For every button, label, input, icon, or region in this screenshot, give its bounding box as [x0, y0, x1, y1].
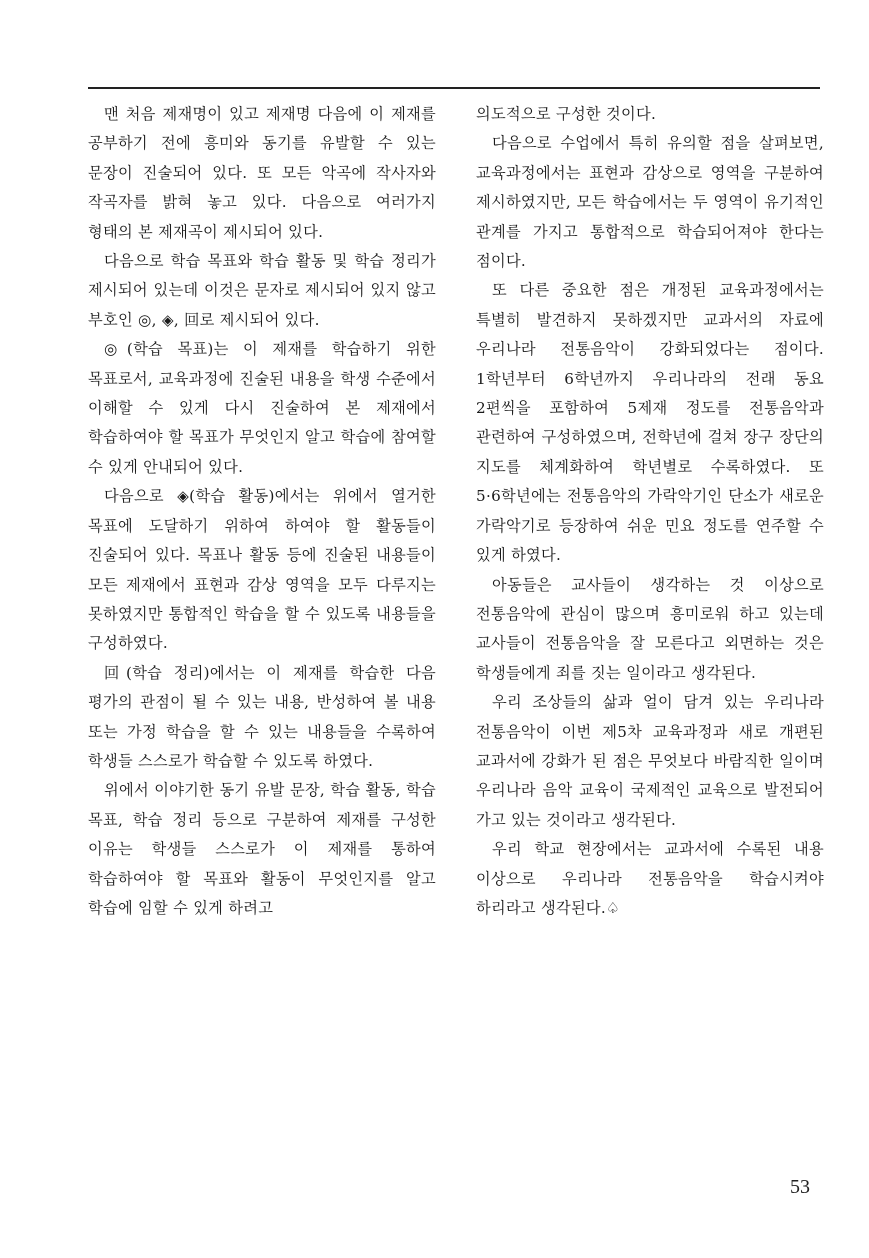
paragraph: 우리 조상들의 삶과 얼이 담겨 있는 우리나라 전통음악이 이번 제5차 교육과정과 새로 개편된 교과서에 강화가 된 점은 무엇보다 바람직한 일이며 우리나라 음악 교육이 국제적인 교육으로 발전되어 가고 있는 것이라고 생각된다. — [476, 693, 824, 829]
paragraph: ◎(학습 목표)는 이 제재를 학습하기 위한 목표로서, 교육과정에 진술된 내용을 학생 수준에서 이해할 수 있게 다시 진술하여 본 제재에서 학습하여야 할 목표가 무엇인지 알고 학습에 참여할 수 있게 안내되어 있다. — [88, 340, 436, 476]
paragraph: 다음으로 학습 목표와 학습 활동 및 학습 정리가 제시되어 있는데 이것은 문자로 제시되어 있지 않고 부호인 ◎, ◈, 回로 제시되어 있다. — [88, 252, 436, 329]
left-column — [88, 100, 436, 923]
paragraph: 우리 학교 현장에서는 교과서에 수록된 내용 이상으로 우리나라 전통음악을 학습시켜야 하리라고 생각된다.♤ — [476, 840, 824, 917]
paragraph: 또 다른 중요한 점은 개정된 교육과정에서는 특별히 발견하지 못하겠지만 교과서의 자료에 우리나라 전통음악이 강화되었다는 점이다. 1학년부터 6학년까지 우리나라의 전래 동요 2편씩을 포함하여 5제재 정도를 전통음악과 관련하여 구성하였으며, 전학년에 걸쳐 장구 장단의 지도를 체계화하여 학년별로 수록하였다. 또 5·6학년에는 전통음악의 가락악기인 단소가 새로운 가락악기로 등장하여 쉬운 민요 정도를 연주할 수 있게 하였다. — [476, 281, 824, 565]
page-number: 53 — [790, 1176, 810, 1198]
paragraph-continuation: 의도적으로 구성한 것이다. — [476, 105, 657, 123]
header-rule — [88, 87, 820, 89]
paragraph: 맨 처음 제재명이 있고 제재명 다음에 이 제재를 공부하기 전에 흥미와 동기를 유발할 수 있는 문장이 진술되어 있다. 또 모든 악곡에 작사자와 작곡자를 밝혀 놓고 있다. 다음으로 여러가지 형태의 본 제재곡이 제시되어 있다. — [88, 105, 436, 241]
paragraph: 위에서 이야기한 동기 유발 문장, 학습 활동, 학습 목표, 학습 정리 등으로 구분하여 제재를 구성한 이유는 학생들 스스로가 이 제재를 통하여 학습하여야 할 목표와 활동이 무엇인지를 알고 학습에 임할 수 있게 하려고 — [88, 781, 436, 917]
paragraph: 아동들은 교사들이 생각하는 것 이상으로 전통음악에 관심이 많으며 흥미로워 하고 있는데 교사들이 전통음악을 잘 모른다고 외면하는 것은 학생들에게 죄를 짓는 일이라고 생각된다. — [476, 575, 824, 682]
right-column — [476, 100, 824, 923]
paragraph: 다음으로 ◈(학습 활동)에서는 위에서 열거한 목표에 도달하기 위하여 하여야 할 활동들이 진술되어 있다. 목표나 활동 등에 진술된 내용들이 모든 제재에서 표현과 감상 영역을 모두 다루지는 못하였지만 통합적인 학습을 할 수 있도록 내용들을 구성하였다. — [88, 487, 436, 653]
paragraph: 다음으로 수업에서 특히 유의할 점을 살펴보면, 교육과정에서는 표현과 감상으로 영역을 구분하여 제시하였지만, 모든 학습에서는 두 영역이 유기적인 관계를 가지고 통합적으로 학습되어져야 한다는 점이다. — [476, 134, 824, 271]
paragraph: 回(학습 정리)에서는 이 제재를 학습한 다음 평가의 관점이 될 수 있는 내용, 반성하여 볼 내용 또는 가정 학습을 할 수 있는 내용들을 수록하여 학생들 스스로가 학습할 수 있도록 하였다. — [88, 663, 436, 770]
